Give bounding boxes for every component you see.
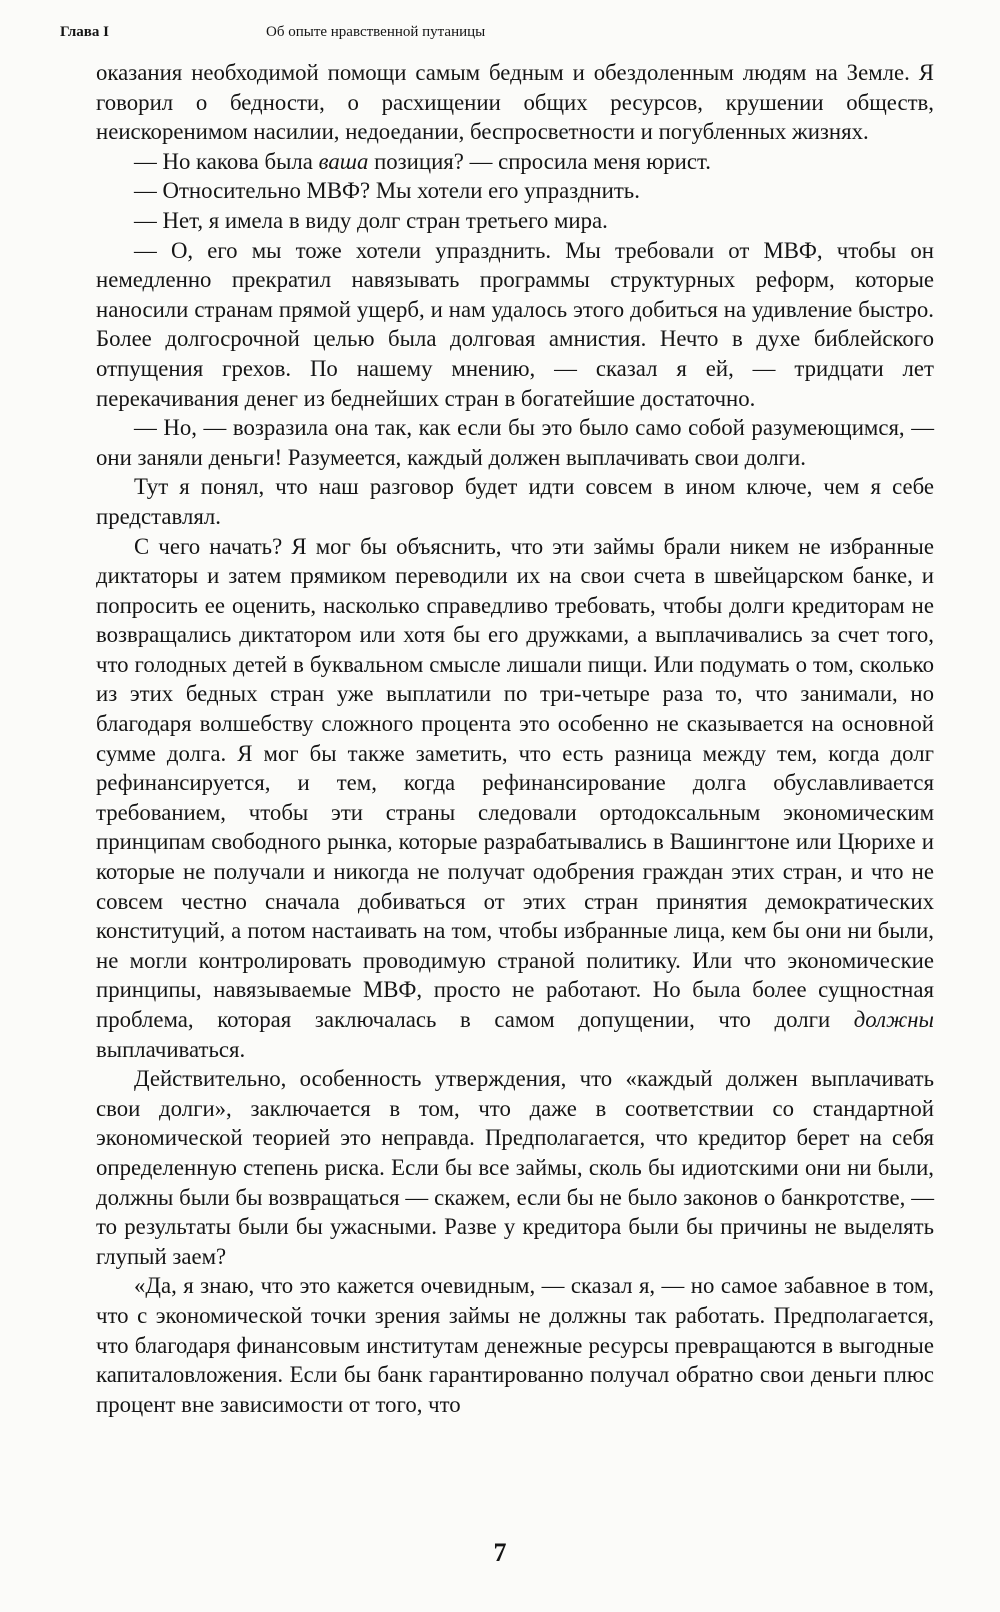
- dialogue-line: — Нет, я имела в виду долг стран третьего мира.: [134, 207, 608, 233]
- chapter-label: Глава I: [60, 24, 109, 40]
- dialogue-line: — Но, — возразила она так, как если бы это было само собой разумеющимся, — они заняли деньги! Разумеется, каждый должен выплачивать свои долги.: [96, 415, 934, 470]
- emphasis: ваша: [318, 148, 369, 174]
- page-number: 7: [493, 1538, 507, 1567]
- chapter-title: Об опыте нравственной путаницы: [266, 24, 486, 40]
- dialogue-line: — Но какова была ваша позиция? — спросила меня юрист.: [134, 148, 711, 174]
- paragraph: Тут я понял, что наш разговор будет идти совсем в ином ключе, чем я себе представлял.: [96, 474, 934, 529]
- paragraph: «Да, я знаю, что это кажется очевидным, — сказал я, — но самое забавное в том, что с экономической точки зрения займы не должны так работать. Предполагается, что благодаря финансовым институтам денежные ресурсы превращаются в выгодные капиталовложения. Если бы банк гарантированно получал обратно свои деньги плюс процент вне зависимости от того, что: [96, 1273, 934, 1417]
- dialogue-line: — О, его мы тоже хотели упразднить. Мы требовали от МВФ, чтобы он немедленно прекратил навязывать программы структурных реформ, которые наносили странам прямой ущерб, и нам удалось этого добиться на удивление быстро. Более долгосрочной целью была долговая амнистия. Нечто в духе библейского отпущения грехов. По нашему мнению, — сказал я ей, — тридцати лет перекачивания денег из беднейших стран в богатейшие достаточно.: [96, 237, 934, 411]
- paragraph: Действительно, особенность утверждения, что «каждый должен выплачивать свои долги», заключается в том, что даже в соответствии со стандартной экономической теорией это неправда. Предполагается, что кредитор берет на себя определенную степень риска. Если бы все займы, сколь бы идиотскими они ни были, должны были бы возвращаться — скажем, если бы не было законов о банкротстве, — то результаты были бы ужасными. Разве у кредитора были бы причины не выделять глупый заем?: [96, 1066, 934, 1269]
- running-header: [60, 24, 940, 48]
- emphasis: должны: [853, 1007, 934, 1032]
- dialogue-line: — Относительно МВФ? Мы хотели его упразднить.: [134, 178, 640, 204]
- paragraph-continued: оказания необходимой помощи самым бедным и обездоленным людям на Земле. Я говорил о бедности, о расхищении общих ресурсов, крушении обществ, неискоренимом насилии, недоедании, беспросветности и погубленных жизнях.: [96, 60, 934, 145]
- body-text: [96, 58, 934, 1419]
- paragraph: С чего начать? Я мог бы объяснить, что эти займы брали никем не избранные диктаторы и затем прямиком переводили их на свои счета в швейцарском банке, и попросить ее оценить, насколько справедливо требовать, чтобы долги кредиторам не возвращались диктатором или хотя бы его дружками, а выплачивались за счет того, что голодных детей в буквальном смысле лишали пищи. Или подумать о том, сколько из этих бедных стран уже выплатили по три-четыре раза то, что занимали, но благодаря волшебству сложного процента это особенно не сказывается на основной сумме долга. Я мог бы также заметить, что есть разница между тем, когда долг рефинансируется, и тем, когда рефинансирование долга обуславливается требованием, чтобы эти страны следовали ортодоксальным экономическим принципам свободного рынка, которые разрабатывались в Вашингтоне или Цюрихе и которые не получали и никогда не получат одобрения граждан этих стран, и что не совсем честно сначала добиваться от этих стран принятия демократических конституций, а потом настаивать на том, чтобы избранные лица, кем бы они ни были, не могли контролировать проводимую страной политику. Или что экономические принципы, навязываемые МВФ, просто не работают. Но была более сущностная проблема, которая заключалась в самом допущении, что долги должны выплачиваться.: [96, 533, 934, 1062]
